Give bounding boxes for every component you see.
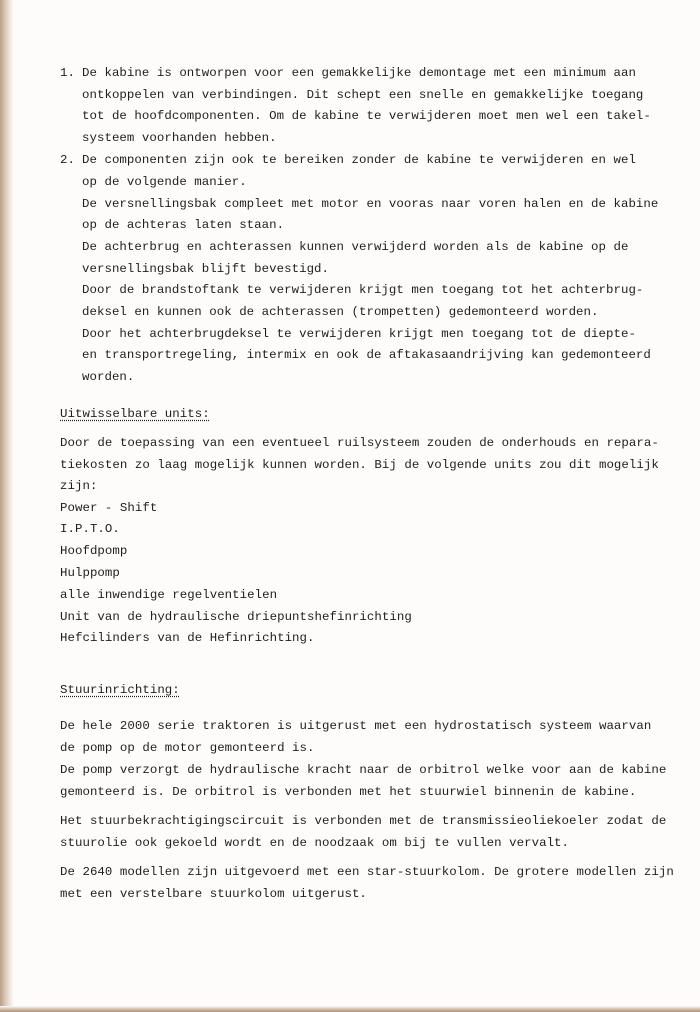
list-item-2-line: en transportregeling, intermix en ook de aftakasaandrijving kan gedemonteerd: [82, 348, 651, 362]
list-item-2-line: De versnellingsbak compleet met motor en vooras naar voren halen en de kabine: [82, 197, 659, 211]
steering-paragraph-line: De pomp verzorgt de hydraulische kracht naar de orbitrol welke voor aan de kabine: [60, 763, 667, 777]
list-item-1-line: systeem voorhanden hebben.: [82, 131, 277, 145]
list-item-2-line: worden.: [82, 370, 135, 384]
list-item-2-line: op de volgende manier.: [82, 175, 247, 189]
units-list-item: alle inwendige regelventielen: [60, 588, 278, 602]
units-list-item: I.P.T.O.: [60, 522, 120, 536]
units-list-item: Unit van de hydraulische driepuntshefinrichting: [60, 610, 412, 624]
units-list-item: Hulppomp: [60, 566, 120, 580]
units-list-item: Hefcilinders van de Hefinrichting.: [60, 631, 315, 645]
list-item-2-line: De componenten zijn ook te bereiken zonder de kabine te verwijderen en wel: [82, 153, 636, 167]
steering-paragraph-line: Het stuurbekrachtigingscircuit is verbonden met de transmissieoliekoeler zodat de: [60, 814, 667, 828]
list-item-2-line: Door het achterbrugdeksel te verwijderen krijgt men toegang tot de diepte-: [82, 327, 636, 341]
list-item-2-line: De achterbrug en achterassen kunnen verwijderd worden als de kabine op de: [82, 240, 629, 254]
steering-paragraph-line: stuurolie ook gekoeld wordt en de noodzaak om bij te vullen vervalt.: [60, 836, 570, 850]
section-heading-units: Uitwisselbare units:: [60, 407, 210, 421]
steering-paragraph-line: met een verstelbare stuurkolom uitgerust.: [60, 887, 367, 901]
units-intro-line: Door de toepassing van een eventueel ruilsysteem zouden de onderhouds en repara-: [60, 436, 659, 450]
list-marker-1: 1.: [60, 66, 75, 80]
list-item-1-line: tot de hoofdcomponenten. Om de kabine te verwijderen moet men wel een takel-: [82, 109, 651, 123]
list-item-2-line: versnellingsbak blijft bevestigd.: [82, 262, 330, 276]
list-marker-2: 2.: [60, 153, 75, 167]
steering-paragraph-line: de pomp op de motor gemonteerd is.: [60, 741, 315, 755]
units-intro-line: zijn:: [60, 479, 98, 493]
units-list-item: Power - Shift: [60, 501, 158, 515]
units-intro-line: tiekosten zo laag mogelijk kunnen worden. Bij de volgende units zou dit mogelijk: [60, 458, 659, 472]
steering-paragraph-line: gemonteerd is. De orbitrol is verbonden met het stuurwiel binnenin de kabine.: [60, 785, 637, 799]
steering-paragraph-line: De hele 2000 serie traktoren is uitgerust met een hydrostatisch systeem waarvan: [60, 719, 652, 733]
list-item-2-line: Door de brandstoftank te verwijderen krijgt men toegang tot het achterbrug-: [82, 283, 644, 297]
list-item-1-line: De kabine is ontworpen voor een gemakkelijke demontage met een minimum aan: [82, 66, 636, 80]
units-list-item: Hoofdpomp: [60, 544, 128, 558]
list-item-1-line: ontkoppelen van verbindingen. Dit schept een snelle en gemakkelijke toegang: [82, 88, 644, 102]
list-item-2-line: deksel en kunnen ook de achterassen (trompetten) gedemonteerd worden.: [82, 305, 599, 319]
steering-paragraph-line: De 2640 modellen zijn uitgevoerd met een star-stuurkolom. De grotere modellen zijn: [60, 865, 674, 879]
list-item-2-line: op de achteras laten staan.: [82, 218, 285, 232]
section-heading-steering: Stuurinrichting:: [60, 683, 180, 697]
